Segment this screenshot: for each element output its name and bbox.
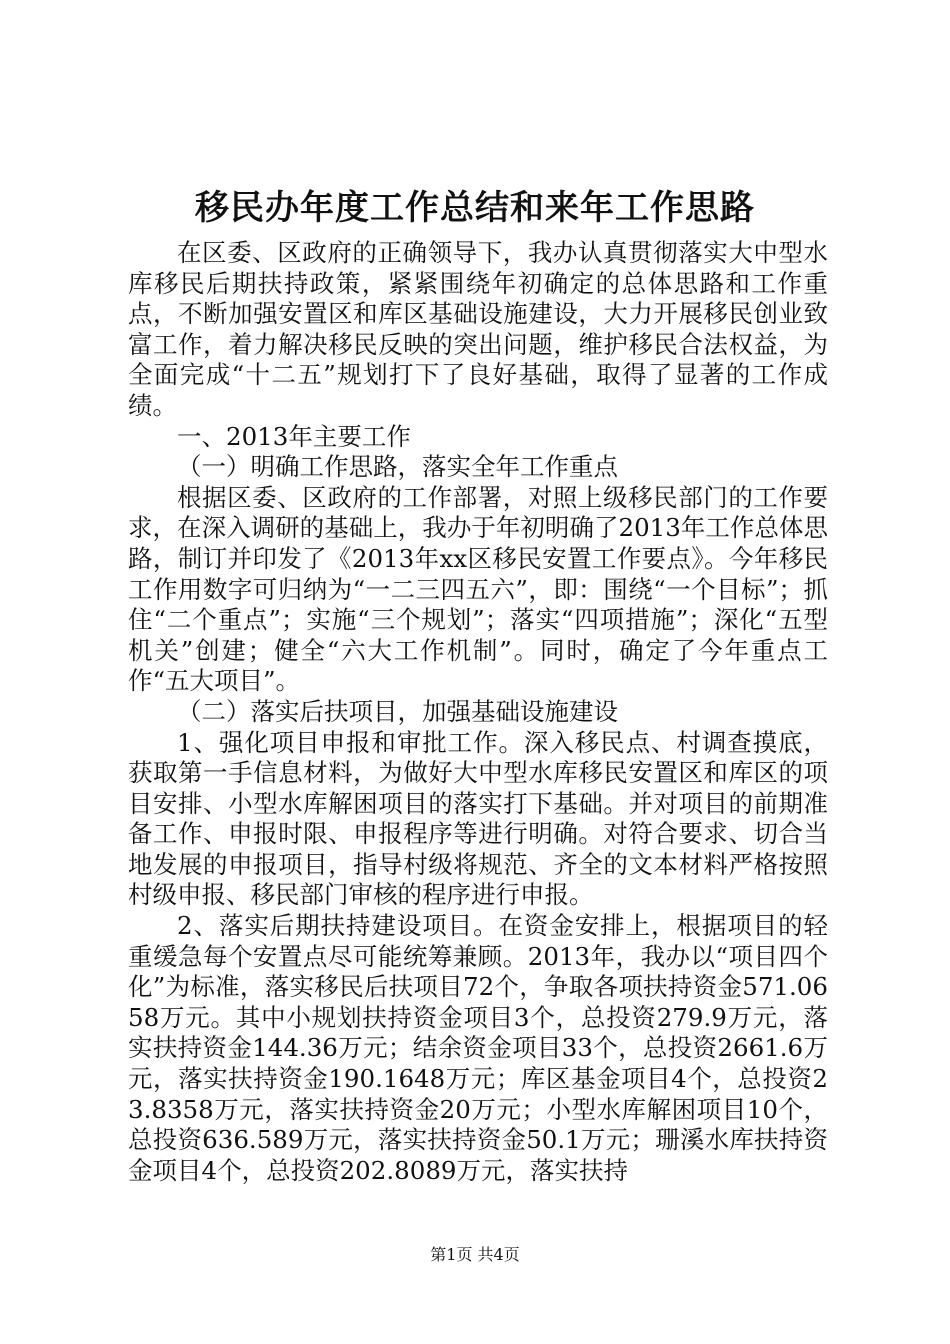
document-body bbox=[128, 238, 828, 1186]
document-title: 移民办年度工作总结和来年工作思路 bbox=[195, 188, 755, 228]
paragraph: 根据区委、区政府的工作部署，对照上级移民部门的工作要求，在深入调研的基础上，我办于年初明确了2013年工作总体思路，制订并印发了《2013年xx区移民安置工作要点》。今年移民工作用数字可归纳为“一二三四五六”，即：围绕“一个目标”；抓住“二个重点”；实施“三个规划”；落实“四项措施”；深化“五型机关”创建；健全“六大工作机制”。同时，确定了今年重点工作“五大项目”。 bbox=[128, 482, 828, 696]
paragraph-intro: 在区委、区政府的正确领导下，我办认真贯彻落实大中型水库移民后期扶持政策，紧紧围绕年初确定的总体思路和工作重点，不断加强安置区和库区基础设施建设，大力开展移民创业致富工作，着力解决移民反映的突出问题，维护移民合法权益，为全面完成“十二五”规划打下了良好基础，取得了显著的工作成绩。 bbox=[128, 238, 828, 420]
section-heading: 一、2013年主要工作 bbox=[177, 421, 411, 451]
paragraph: 1、强化项目申报和审批工作。深入移民点、村调查摸底，获取第一手信息材料，为做好大中型水库移民安置区和库区的项目安排、小型水库解困项目的落实打下基础。并对项目的前期准备工作、申报时限、申报程序等进行明确。对符合要求、切合当地发展的申报项目，指导村级将规范、齐全的文本材料严格按照村级申报、移民部门审核的程序进行申报。 bbox=[128, 727, 828, 910]
subsection-heading: （一）明确工作思路，落实全年工作重点 bbox=[177, 452, 618, 482]
page-footer: 第1页 共4页 bbox=[430, 1245, 520, 1264]
paragraph: 2、落实后期扶持建设项目。在资金安排上，根据项目的轻重缓急每个安置点尽可能统筹兼顾。2013年，我办以“项目四个化”为标准，落实移民后扶项目72个，争取各项扶持资金571.0658万元。其中小规划扶持资金项目3个，总投资279.9万元，落实扶持资金144.36万元；结余资金项目33个，总投资2661.6万元，落实扶持资金190.1648万元；库区基金项目4个，总投资23.8358万元，落实扶持资金20万元；小型水库解困项目10个，总投资636.589万元，落实扶持资金50.1万元；珊溪水库扶持资金项目4个，总投资202.8089万元，落实扶持 bbox=[128, 911, 828, 1185]
subsection-heading: （二）落实后扶项目，加强基础设施建设 bbox=[177, 696, 618, 726]
